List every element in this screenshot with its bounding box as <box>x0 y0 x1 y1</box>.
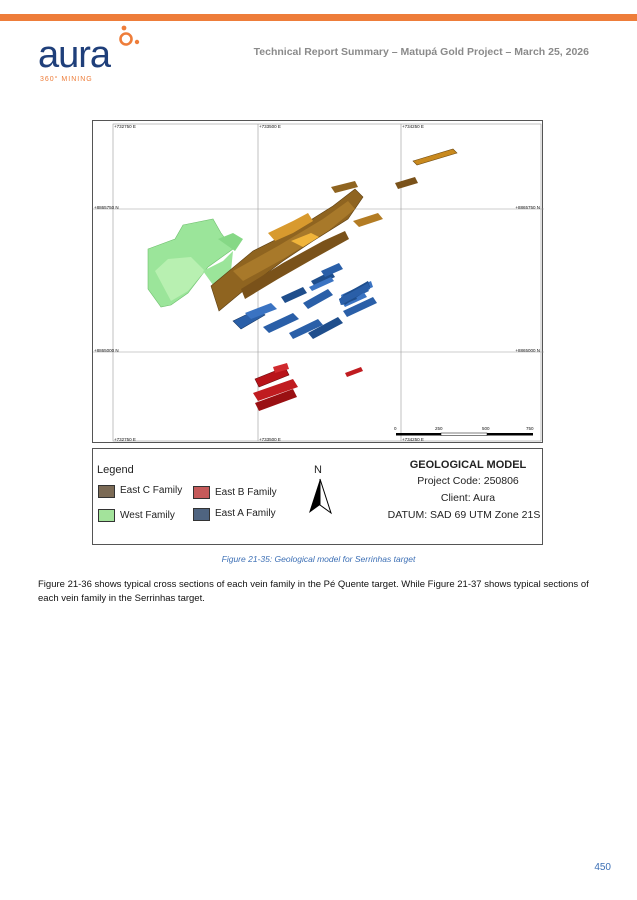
map-panel <box>92 120 543 443</box>
easting-bottom-label: +734250 E <box>402 437 424 442</box>
scale-label: 750 <box>526 426 534 431</box>
east-c-family-bodies <box>211 149 457 311</box>
legend-swatch-west <box>98 509 115 522</box>
easting-top-label: +734250 E <box>402 124 424 129</box>
northing-left-label: +8865000 N <box>94 348 119 353</box>
report-header-title: Technical Report Summary – Matupá Gold Project – March 25, 2026 <box>253 46 589 58</box>
scale-label: 250 <box>435 426 443 431</box>
legend-panel <box>92 448 543 545</box>
figure-caption: Figure 21-35: Geological model for Serrinhas target <box>221 554 416 564</box>
northing-right-label: +8865750 N <box>515 205 540 210</box>
northing-right-label: +8865000 N <box>515 348 540 353</box>
legend-swatch-east-b <box>193 486 210 499</box>
header-accent-bar <box>0 14 637 21</box>
legend-swatch-east-a <box>193 508 210 521</box>
page-number: 450 <box>594 862 611 873</box>
geological-model-figure <box>92 120 543 545</box>
body-paragraph: Figure 21-36 shows typical cross sections of each vein family in the Pé Quente target. While Figure 21-37 shows typical sections of each vein family in the Serrinhas target. <box>38 579 589 604</box>
easting-top-label: +732750 E <box>114 124 136 129</box>
logo-mark-icon <box>118 24 148 54</box>
east-b-family-bodies <box>253 363 363 411</box>
legend-label-east-b: East B Family <box>215 487 277 498</box>
easting-bottom-label: +733500 E <box>259 437 281 442</box>
legend-label-east-a: East A Family <box>215 508 276 519</box>
legend-title: Legend <box>97 464 134 476</box>
northing-left-label: +8865750 N <box>94 205 119 210</box>
scale-bar <box>396 433 533 436</box>
model-title: GEOLOGICAL MODEL <box>409 459 527 471</box>
scale-label: 500 <box>482 426 490 431</box>
legend-label-east-c: East C Family <box>120 485 183 496</box>
client-name: Client: Aura <box>440 492 496 504</box>
map-drawing <box>93 121 544 444</box>
easting-top-label: +733500 E <box>259 124 281 129</box>
project-code: Project Code: 250806 <box>417 475 519 487</box>
scale-label: 0 <box>394 426 397 431</box>
legend-swatch-east-c <box>98 485 115 498</box>
easting-bottom-label: +732750 E <box>114 437 136 442</box>
logo-tagline: 360° MINING <box>40 76 93 83</box>
north-arrow-icon <box>307 477 333 517</box>
aura-logo <box>38 24 148 86</box>
north-label: N <box>314 464 322 476</box>
logo-wordmark: aura <box>38 34 111 76</box>
legend-label-west: West Family <box>120 510 175 521</box>
datum-info: DATUM: SAD 69 UTM Zone 21S <box>387 509 541 521</box>
